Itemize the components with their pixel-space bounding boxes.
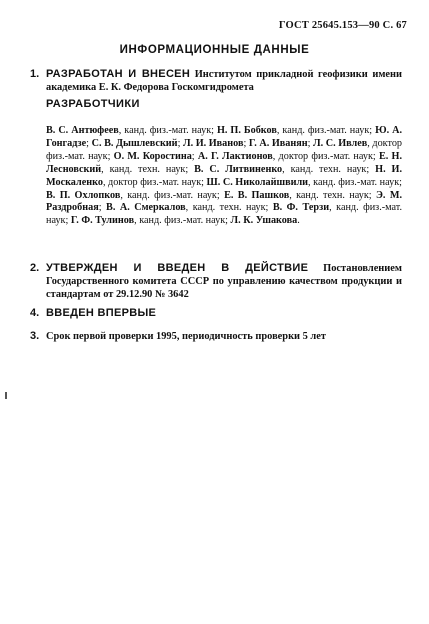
section-2 (30, 262, 402, 301)
developer-title: , канд. физ.-мат. наук; (120, 189, 225, 201)
document-title: ИНФОРМАЦИОННЫЕ ДАННЫЕ (119, 44, 310, 56)
developer-name: Г. Ф. Тулинов (70, 215, 135, 227)
section-3-body (46, 330, 402, 343)
developer-name: С. В. Дышлевский (91, 137, 178, 149)
section-2-text: Постановлением Государственного комитета СССР по управлению качеством продукции и стандартам от 29.12.90 № 3642 (46, 263, 402, 300)
section-1-body (46, 68, 402, 94)
developer-title: , доктор физ.-мат. наук; (102, 176, 207, 188)
developer-name: В. С. Антюфеев (46, 125, 119, 136)
developer-title: . (297, 215, 300, 227)
developer-name: А. Г. Лактионов (197, 150, 273, 162)
developer-title: ; (98, 202, 107, 214)
section-4-heading: ВВЕДЕН ВПЕРВЫЕ (46, 307, 157, 319)
section-3-text: Срок первой проверки 1995, периодичность проверки 5 лет (46, 331, 326, 342)
section-1 (30, 68, 402, 94)
section-1-number: 1. (30, 68, 40, 80)
developer-name: Л. С. Ивлев (313, 137, 368, 149)
margin-mark (5, 392, 7, 399)
developer-title: , канд. техн. наук; (289, 189, 376, 201)
developer-title: ; (307, 137, 314, 149)
section-4-number: 4. (30, 307, 40, 319)
section-2-body (46, 262, 402, 301)
developer-name: О. М. Коростина (113, 150, 192, 162)
developer-name: Е. В. Пашков (224, 189, 290, 201)
developer-name: Ш. С. Николайшвили (206, 176, 309, 188)
section-2-heading: УТВЕРЖДЕН И ВВЕДЕН В ДЕЙСТВИЕ (46, 262, 309, 274)
section-3-number: 3. (30, 330, 40, 342)
developer-title: , канд. физ.-мат. наук; (118, 125, 217, 136)
section-4-body (46, 307, 402, 320)
section-1-text: Институтом прикладной геофизики имени академика Е. К. Федорова Госкомгидромета (46, 69, 402, 93)
developer-name: Ю. А. Гонгадзе (46, 125, 402, 149)
developers-heading: РАЗРАБОТЧИКИ (46, 98, 140, 110)
developer-title: ; (191, 150, 198, 162)
developer-title: , доктор физ.-мат. наук; (46, 137, 403, 162)
section-4 (30, 307, 402, 320)
developer-name: В. А. Смеркалов (106, 202, 186, 214)
section-2-number: 2. (30, 262, 40, 274)
developer-title: ; (177, 137, 183, 149)
developer-title: , канд. физ.-мат. наук; (308, 176, 402, 188)
developer-title: , канд. техн. наук; (282, 163, 376, 175)
page-header: ГОСТ 25645.153—90 С. 67 (278, 20, 407, 31)
developer-name: В. Ф. Терзи (272, 202, 330, 214)
developer-name: В. С. Литвиненко (194, 163, 283, 175)
developer-name: Н. И. Москаленко (46, 163, 402, 188)
developer-name: Л. К. Ушакова (230, 215, 298, 227)
developer-name: Н. П. Бобков (216, 125, 277, 136)
developer-title: ; (243, 137, 249, 149)
developers-list (46, 125, 402, 228)
developer-title: , канд. техн. наук; (101, 163, 195, 175)
developer-name: В. П. Охлопков (46, 189, 121, 201)
developer-title: , канд. физ.-мат. наук; (276, 125, 376, 136)
developer-title: , доктор физ.-мат. наук; (272, 150, 379, 162)
developer-name: Г. А. Иванян (248, 137, 308, 149)
developer-title: , канд. физ.-мат. наук; (46, 202, 403, 227)
developer-name: Э. М. Раздробная (46, 189, 402, 214)
developer-name: Л. И. Иванов (182, 137, 244, 149)
developer-title: , канд. техн. наук; (185, 202, 273, 214)
developer-title: ; (86, 137, 92, 149)
developer-name: Е. Н. Лесновский (46, 150, 403, 175)
section-1-heading: РАЗРАБОТАН И ВНЕСЕН (46, 68, 191, 80)
section-3 (30, 330, 402, 343)
developer-title: , канд. физ.-мат. наук; (134, 215, 231, 227)
